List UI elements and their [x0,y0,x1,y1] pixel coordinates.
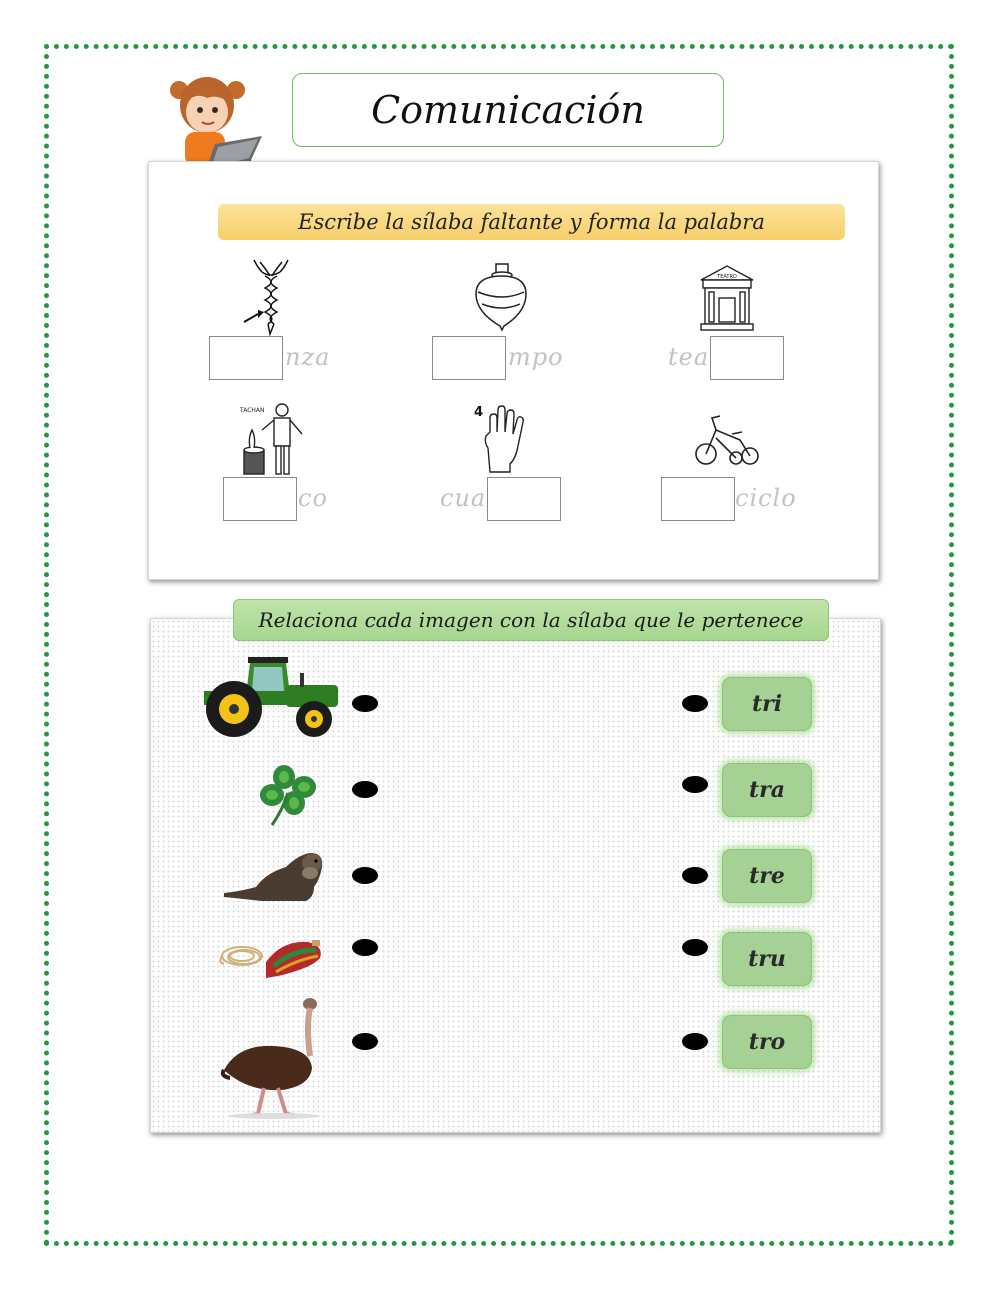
tricycle-icon [692,410,764,470]
braid-icon [240,258,302,336]
match-dot-right-3[interactable] [682,867,708,884]
theater-icon [697,264,757,332]
syllable-blank-5[interactable] [487,477,561,521]
match-dot-right-2[interactable] [682,776,708,793]
ostrich-icon [218,996,322,1120]
syllable-box-1[interactable]: tri [722,677,812,731]
syllable-box-2[interactable]: tra [722,763,812,817]
match-dot-left-3[interactable] [352,867,378,884]
match-dot-right-1[interactable] [682,695,708,712]
tachan-sign: TACHAN [240,407,265,414]
syllable-blank-4[interactable] [223,477,297,521]
word-fragment-5: cua [440,484,487,512]
syllable-box-4[interactable]: tru [722,932,812,986]
match-dot-left-1[interactable] [352,695,378,712]
word-fragment-4: co [298,484,328,512]
spinning-top-icon [472,262,530,332]
clover-icon [254,763,324,827]
match-dot-left-4[interactable] [352,939,378,956]
syllable-box-5[interactable]: tro [722,1015,812,1069]
page-title: Comunicación [292,73,724,147]
syllable-blank-2[interactable] [432,336,506,380]
syllable-blank-6[interactable] [661,477,735,521]
tachan-magician-icon [236,400,310,478]
syllable-box-3[interactable]: tre [722,849,812,903]
match-dot-left-2[interactable] [352,781,378,798]
instruction-banner-2: Relaciona cada imagen con la sílaba que le pertenece [233,599,829,641]
match-dot-right-4[interactable] [682,939,708,956]
instruction-banner-1: Escribe la sílaba faltante y forma la palabra [218,204,845,240]
match-dot-right-5[interactable] [682,1033,708,1050]
hand-four-icon [470,402,532,476]
word-fragment-1: nza [285,343,331,371]
match-dot-left-5[interactable] [352,1033,378,1050]
syllable-blank-1[interactable] [209,336,283,380]
otter-icon [222,847,326,905]
tractor-icon [196,651,346,741]
hand-number: 4 [474,405,484,420]
word-fragment-3: tea [668,343,710,371]
theater-sign: TEATRO [717,274,737,280]
word-fragment-6: ciclo [735,484,797,512]
word-fragment-2: mpo [508,343,564,371]
syllable-blank-3[interactable] [710,336,784,380]
rope-and-top-icon [218,936,324,980]
